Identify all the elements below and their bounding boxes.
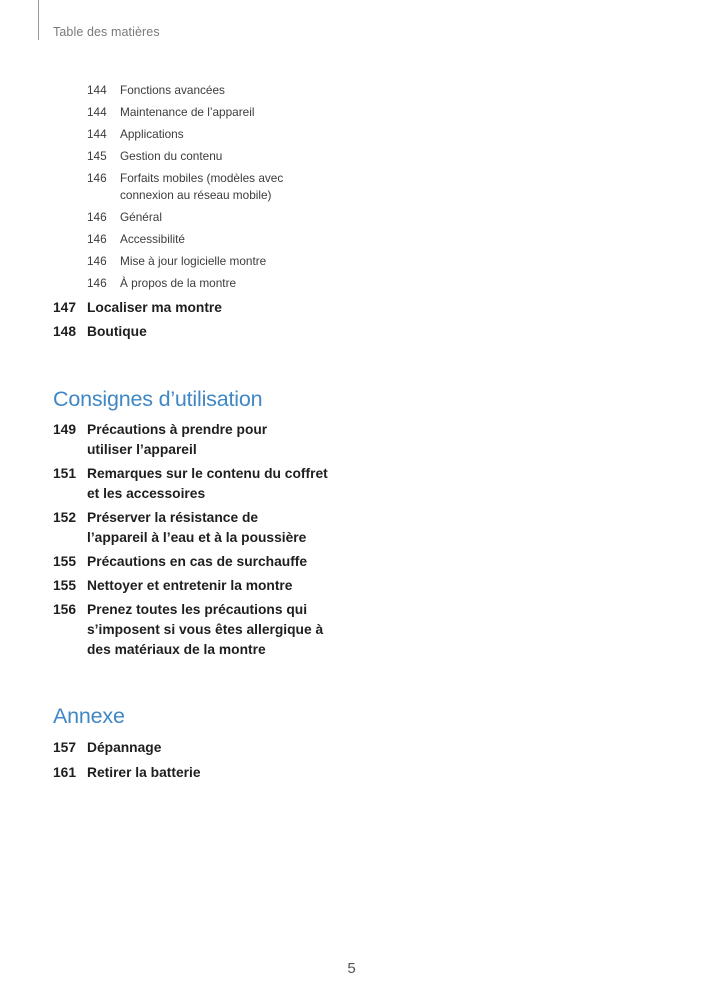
toc-sub-item[interactable] bbox=[87, 209, 347, 226]
toc-page-number: 157 bbox=[53, 740, 77, 755]
toc-main-item[interactable] bbox=[53, 420, 353, 460]
toc-page-number: 149 bbox=[53, 422, 77, 437]
toc-entry-title: Boutique bbox=[87, 324, 147, 340]
toc-main-list bbox=[53, 298, 353, 346]
toc-entry-title: Forfaits mobiles (modèles avec connexion au réseau mobile) bbox=[120, 171, 284, 202]
toc-page-number: 146 bbox=[87, 276, 107, 291]
toc-page-number: 146 bbox=[87, 254, 107, 269]
toc-sub-item[interactable] bbox=[87, 104, 347, 121]
toc-main-item[interactable] bbox=[53, 738, 353, 758]
toc-sub-item[interactable] bbox=[87, 126, 347, 143]
toc-page-number: 144 bbox=[87, 127, 107, 142]
toc-sub-item[interactable] bbox=[87, 275, 347, 292]
toc-sub-list bbox=[87, 82, 347, 297]
toc-page-number: 151 bbox=[53, 465, 77, 481]
toc-section-list bbox=[53, 738, 353, 788]
toc-entry-title: Localiser ma montre bbox=[87, 300, 222, 315]
toc-main-item[interactable] bbox=[53, 464, 353, 504]
toc-page-number: 155 bbox=[53, 553, 77, 569]
toc-page-number: 146 bbox=[87, 232, 107, 247]
toc-entry-title: Retirer la batterie bbox=[87, 765, 201, 781]
toc-entry-title: Préserver la résistance de l’appareil à l’eau et à la poussière bbox=[87, 509, 307, 545]
toc-main-item[interactable] bbox=[53, 508, 353, 548]
toc-entry-title: Accessibilité bbox=[120, 232, 185, 247]
header-divider bbox=[38, 0, 39, 40]
toc-entry-title: Nettoyer et entretenir la montre bbox=[87, 578, 293, 594]
toc-page-number: 161 bbox=[53, 765, 77, 781]
toc-page-number: 144 bbox=[87, 105, 107, 120]
toc-entry-title: Prenez toutes les précautions qui s’imposent si vous êtes allergique à des matériaux de la montre bbox=[87, 602, 324, 657]
section-heading[interactable]: Consignes d’utilisation bbox=[53, 387, 263, 411]
toc-page-number: 148 bbox=[53, 324, 77, 340]
page-header-title: Table des matières bbox=[53, 25, 160, 39]
toc-page-number: 146 bbox=[87, 209, 107, 224]
toc-main-item[interactable] bbox=[53, 600, 353, 659]
toc-sub-item[interactable] bbox=[87, 82, 347, 99]
toc-entry-title: Remarques sur le contenu du coffret et les accessoires bbox=[87, 465, 328, 501]
toc-sub-item[interactable] bbox=[87, 231, 347, 248]
toc-entry-title: Précautions en cas de surchauffe bbox=[87, 553, 308, 569]
toc-entry-title: Applications bbox=[120, 127, 184, 142]
toc-sub-item[interactable] bbox=[87, 170, 347, 203]
toc-main-item[interactable] bbox=[53, 298, 353, 318]
toc-entry-title: À propos de la montre bbox=[120, 276, 237, 291]
toc-page-number: 146 bbox=[87, 171, 107, 186]
toc-main-item[interactable] bbox=[53, 763, 353, 783]
toc-main-item[interactable] bbox=[53, 552, 353, 572]
toc-page-number: 152 bbox=[53, 509, 77, 525]
toc-sub-item[interactable] bbox=[87, 253, 347, 270]
toc-page-number: 145 bbox=[87, 149, 107, 164]
toc-page-number: 155 bbox=[53, 578, 77, 594]
toc-entry-title: Précautions à prendre pour utiliser l’appareil bbox=[87, 422, 268, 457]
toc-page-number: 156 bbox=[53, 602, 77, 618]
section-heading[interactable]: Annexe bbox=[53, 704, 125, 728]
toc-entry-title: Mise à jour logicielle montre bbox=[120, 254, 267, 269]
toc-entry-title: Dépannage bbox=[87, 740, 162, 755]
toc-sub-item[interactable] bbox=[87, 148, 347, 165]
toc-page-number: 144 bbox=[87, 83, 107, 97]
toc-entry-title: Général bbox=[120, 209, 162, 224]
toc-page-number: 147 bbox=[53, 300, 77, 315]
toc-main-item[interactable] bbox=[53, 322, 353, 342]
toc-entry-title: Gestion du contenu bbox=[120, 149, 223, 164]
toc-entry-title: Maintenance de l’appareil bbox=[120, 105, 255, 120]
page-number: 5 bbox=[347, 960, 356, 977]
toc-section-list bbox=[53, 420, 353, 664]
toc-main-item[interactable] bbox=[53, 576, 353, 596]
toc-entry-title: Fonctions avancées bbox=[120, 83, 225, 97]
